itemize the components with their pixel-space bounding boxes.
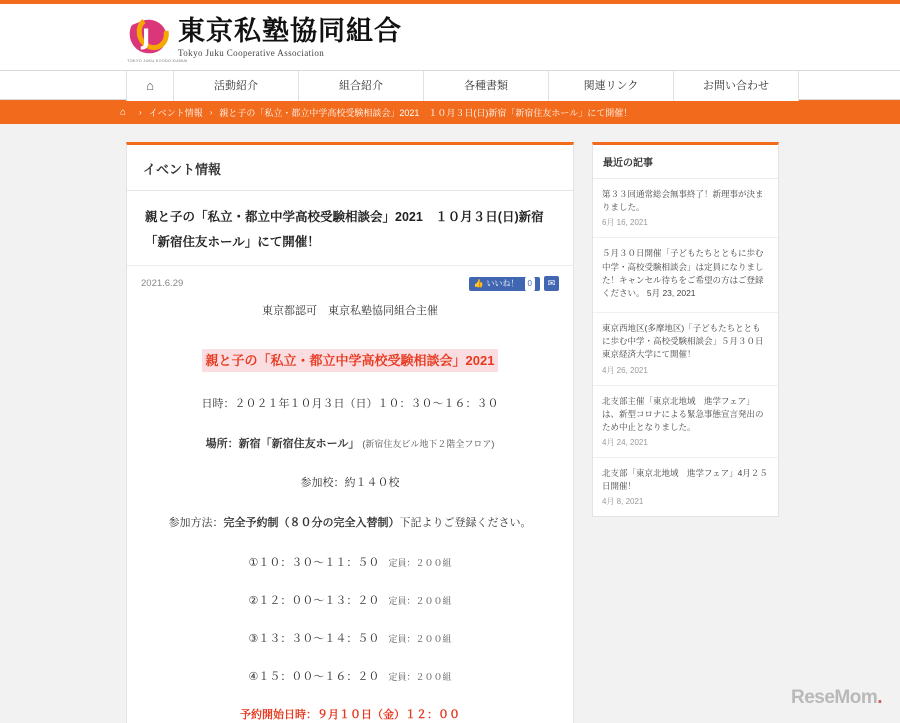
event-method [141, 515, 559, 533]
slot-time: ①１０：３０〜１１：５０ [248, 557, 380, 570]
nav-item-organization[interactable]: 組合紹介 [299, 71, 424, 101]
watermark-text: ReseMom [790, 687, 878, 708]
article-date: 2021.6.29 [141, 278, 184, 289]
watermark-resemom [791, 687, 882, 709]
logo-mark-icon [126, 15, 172, 61]
breadcrumb-separator: › [139, 107, 142, 117]
slot-time: ③１３：３０〜１４：５０ [248, 633, 380, 646]
sidebar-title: 最近の記事 [593, 145, 778, 179]
slot-capacity: 定員：２００組 [388, 634, 452, 645]
sidebar-item-4[interactable] [593, 386, 778, 459]
sidebar-item-title: 北支部「東京北地域 進学フェア」4月２５日開催！ [602, 468, 768, 492]
breadcrumb-home-icon[interactable]: ⌂ [120, 106, 127, 118]
nav-item-home[interactable] [126, 71, 174, 101]
svg-text:J: J [142, 26, 151, 51]
sidebar-item-date: 6月 16, 2021 [602, 218, 648, 228]
sidebar-item-2[interactable] [593, 238, 778, 313]
watermark-dot: . [877, 687, 882, 708]
sidebar-item-1[interactable] [593, 179, 778, 238]
event-schools: 参加校：約１４０校 [300, 477, 400, 490]
nav-item-contact[interactable]: お問い合わせ [674, 71, 799, 101]
thumbs-up-icon: 👍 [473, 278, 484, 288]
sidebar-item-date: 4月 8, 2021 [602, 497, 644, 507]
event-venue [141, 436, 559, 454]
main-navigation [0, 70, 900, 100]
share-buttons [469, 276, 559, 291]
event-slot-1 [141, 554, 559, 570]
sidebar-item-title: 北支部主催「東京北地域 進学フェア」は、新型コロナによる緊急事態宣言発出のため中止となりました。 [602, 395, 764, 432]
event-method-label: 参加方法： [168, 516, 224, 529]
logo-caption: TOKYO JUKU KYODO KUMIAI [127, 58, 188, 63]
logo-title: 東京私塾協同組合 [178, 15, 402, 47]
event-method-bold: 完全予約制（８０分の完全入替制） [223, 516, 400, 529]
content-area [0, 124, 900, 723]
facebook-like-count: 0 [525, 277, 535, 291]
event-slot-4 [141, 668, 559, 684]
event-headline: 親と子の「私立・都立中学高校受験相談会」2021 [202, 349, 499, 373]
sidebar-item-date: 4月 24, 2021 [602, 438, 648, 448]
article-meta [127, 266, 573, 297]
event-slot-3 [141, 630, 559, 646]
slot-time: ②１２：００〜１３：２０ [248, 595, 380, 608]
sidebar-item-date: 4月 26, 2021 [602, 365, 648, 375]
reservation-open-notice: 予約開始日時：９月１０日（金）１２：００ [240, 709, 460, 722]
nav-item-documents[interactable]: 各種書類 [424, 71, 549, 101]
nav-item-activities[interactable]: 活動紹介 [174, 71, 299, 101]
facebook-like-label: いいね！ [486, 278, 519, 288]
slot-capacity: 定員：２００組 [388, 596, 452, 607]
event-datetime: 日時：２０２１年１０月３日（日）１０：３０〜１６：３０ [201, 398, 499, 411]
share-mail-icon[interactable]: ✉ [544, 276, 559, 291]
slot-time: ④１５：００〜１６：２０ [248, 671, 380, 684]
event-slot-2 [141, 592, 559, 608]
nav-item-links[interactable]: 関連リンク [549, 71, 674, 101]
article-title: 親と子の「私立・都立中学高校受験相談会」2021 １０月３日(日)新宿「新宿住友ホール」にて開催！ [127, 191, 573, 266]
event-venue-name: 場所：新宿「新宿住友ホール」 [205, 437, 360, 450]
breadcrumb-separator: › [209, 107, 213, 117]
article-body [127, 297, 573, 723]
breadcrumb-item-events[interactable]: イベント情報 [148, 107, 203, 118]
breadcrumb-item-current: 親と子の「私立・都立中学高校受験相談会」2021 １０月３日(日)新宿「新宿住友ホール」にて開催！ [219, 107, 633, 118]
main-article-panel [126, 142, 574, 723]
breadcrumb [0, 100, 900, 124]
event-method-tail: 下記よりご登録ください。 [399, 516, 532, 529]
approval-line: 東京都認可 東京私塾協同組合主催 [262, 305, 438, 317]
slot-capacity: 定員：２００組 [388, 558, 452, 569]
sidebar-item-3[interactable] [593, 313, 778, 386]
slot-capacity: 定員：２００組 [388, 672, 452, 683]
site-logo[interactable] [126, 15, 402, 61]
logo-subtitle: Tokyo Juku Cooperative Association [178, 48, 325, 59]
home-icon: ⌂ [146, 78, 154, 93]
facebook-like-button[interactable] [469, 277, 540, 291]
section-title: イベント情報 [127, 145, 573, 191]
sidebar-item-title: 東京西地区(多摩地区)「子どもたちとともに歩む中学・高校受験相談会」５月３０日東京経済大学にて開催！ [602, 323, 764, 360]
sidebar-item-title: 第３３回通常総会無事終了！新理事が決まりました。 [602, 189, 764, 213]
sidebar-item-title: ５月３０日開催「子どもたちとともに歩む中学・高校受験相談会」は定員になりました！キャンセル待ちをご希望の方はご登録ください。 5月 23, 2021 [602, 248, 764, 298]
site-header [0, 4, 900, 70]
event-venue-detail: (新宿住友ビル地下２階全フロア) [362, 438, 495, 449]
sidebar-recent-posts [592, 142, 779, 517]
sidebar-item-5[interactable] [593, 458, 778, 516]
